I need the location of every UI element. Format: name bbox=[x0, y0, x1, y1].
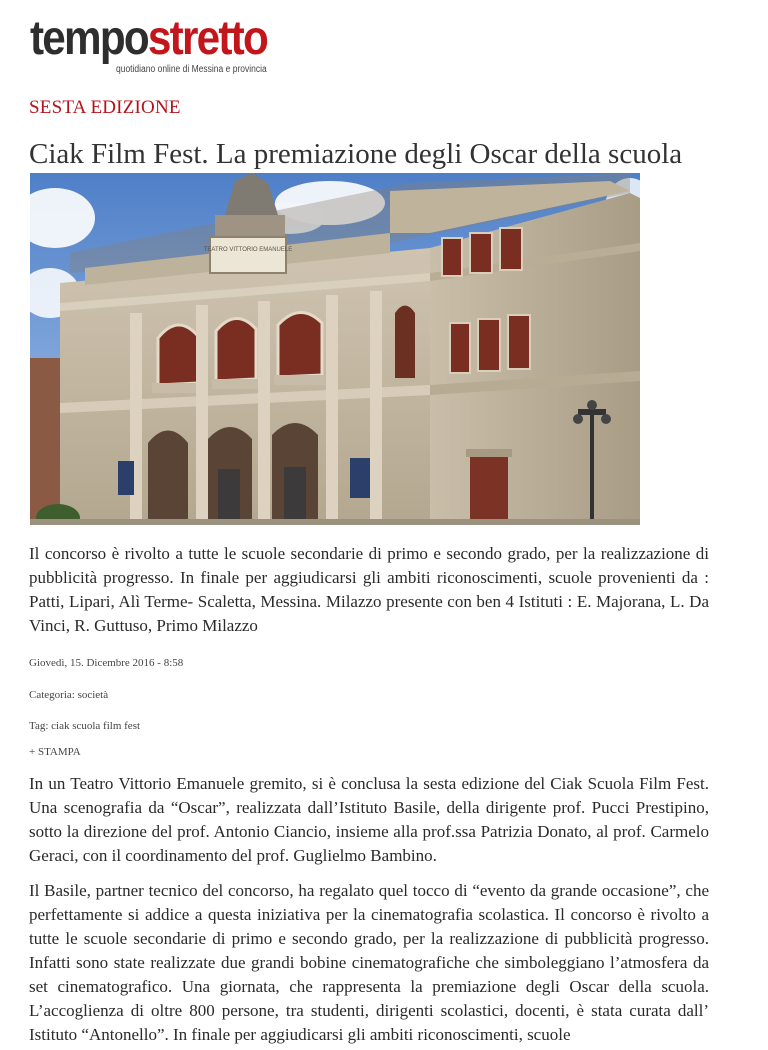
article-date: Giovedì, 15. Dicembre 2016 - 8:58 bbox=[29, 657, 184, 669]
site-logo[interactable] bbox=[30, 12, 270, 82]
article-title: Ciak Film Fest. La premiazione degli Oscar della scuola bbox=[29, 138, 683, 170]
article-kicker: SESTA EDIZIONE bbox=[29, 97, 181, 118]
article-lead: Il concorso è rivolto a tutte le scuole secondarie di primo e secondo grado, per la realizzazione di pubblicità progresso. In finale per aggiudicarsi gli ambiti riconoscimenti, scuole provenienti da : Patti, Lipari, Alì Terme- Scaletta, Messina. Milazzo presente con ben 4 Istituti : E. Majorana, L. Da Vinci, R. Guttuso, Primo Milazzo bbox=[29, 544, 709, 635]
article-category[interactable] bbox=[29, 689, 108, 701]
photo-sign-text: TEATRO VITTORIO EMANUELE bbox=[203, 247, 293, 253]
article-paragraph: Il Basile, partner tecnico del concorso, ha regalato quel tocco di “evento da grande occasione”, che perfettamente si addice a questa iniziativa per la cinematografia scolastica. Il concorso è rivolto a tutte le scuole secondarie di primo e secondo grado, per la realizzazione di pubblicità progresso. Infatti sono state realizzate due grandi bobine cinematografiche che simboleggiano l’atmosfera da set cinematografico. Una giornata, che rappresenta la premiazione degli Oscar della scuola. L’accoglienza di oltre 800 persone, tra studenti, dirigenti scolastici, docenti, è stata curata dall’ Istituto “Antonello”. In finale per aggiudicarsi gli ambiti riconoscimenti, scuole bbox=[29, 881, 709, 1044]
article-paragraph: In un Teatro Vittorio Emanuele gremito, si è conclusa la sesta edizione del Ciak Scuola Film Fest. Una scenografia da “Oscar”, realizzata dall’Istituto Basile, della dirigente prof. Pucci Prestipino, sotto la direzione del prof. Antonio Ciancio, insieme alla prof.ssa Patrizia Donato, al prof. Carmelo Geraci, con il coordinamento del prof. Guglielmo Bambino. bbox=[29, 774, 709, 865]
logo-wordmark bbox=[30, 12, 268, 66]
article-category-label: Categoria: società bbox=[29, 689, 109, 701]
print-link[interactable]: + STAMPA bbox=[29, 746, 81, 758]
logo-tempo: tempo bbox=[30, 12, 148, 65]
logo-tagline: quotidiano online di Messina e provincia bbox=[116, 64, 267, 75]
article-tags-label: Tag: ciak scuola film fest bbox=[29, 720, 141, 732]
theatre-illustration bbox=[30, 173, 640, 525]
article-photo bbox=[30, 173, 640, 525]
logo-stretto: stretto bbox=[147, 12, 268, 65]
article-tags[interactable] bbox=[29, 720, 140, 732]
